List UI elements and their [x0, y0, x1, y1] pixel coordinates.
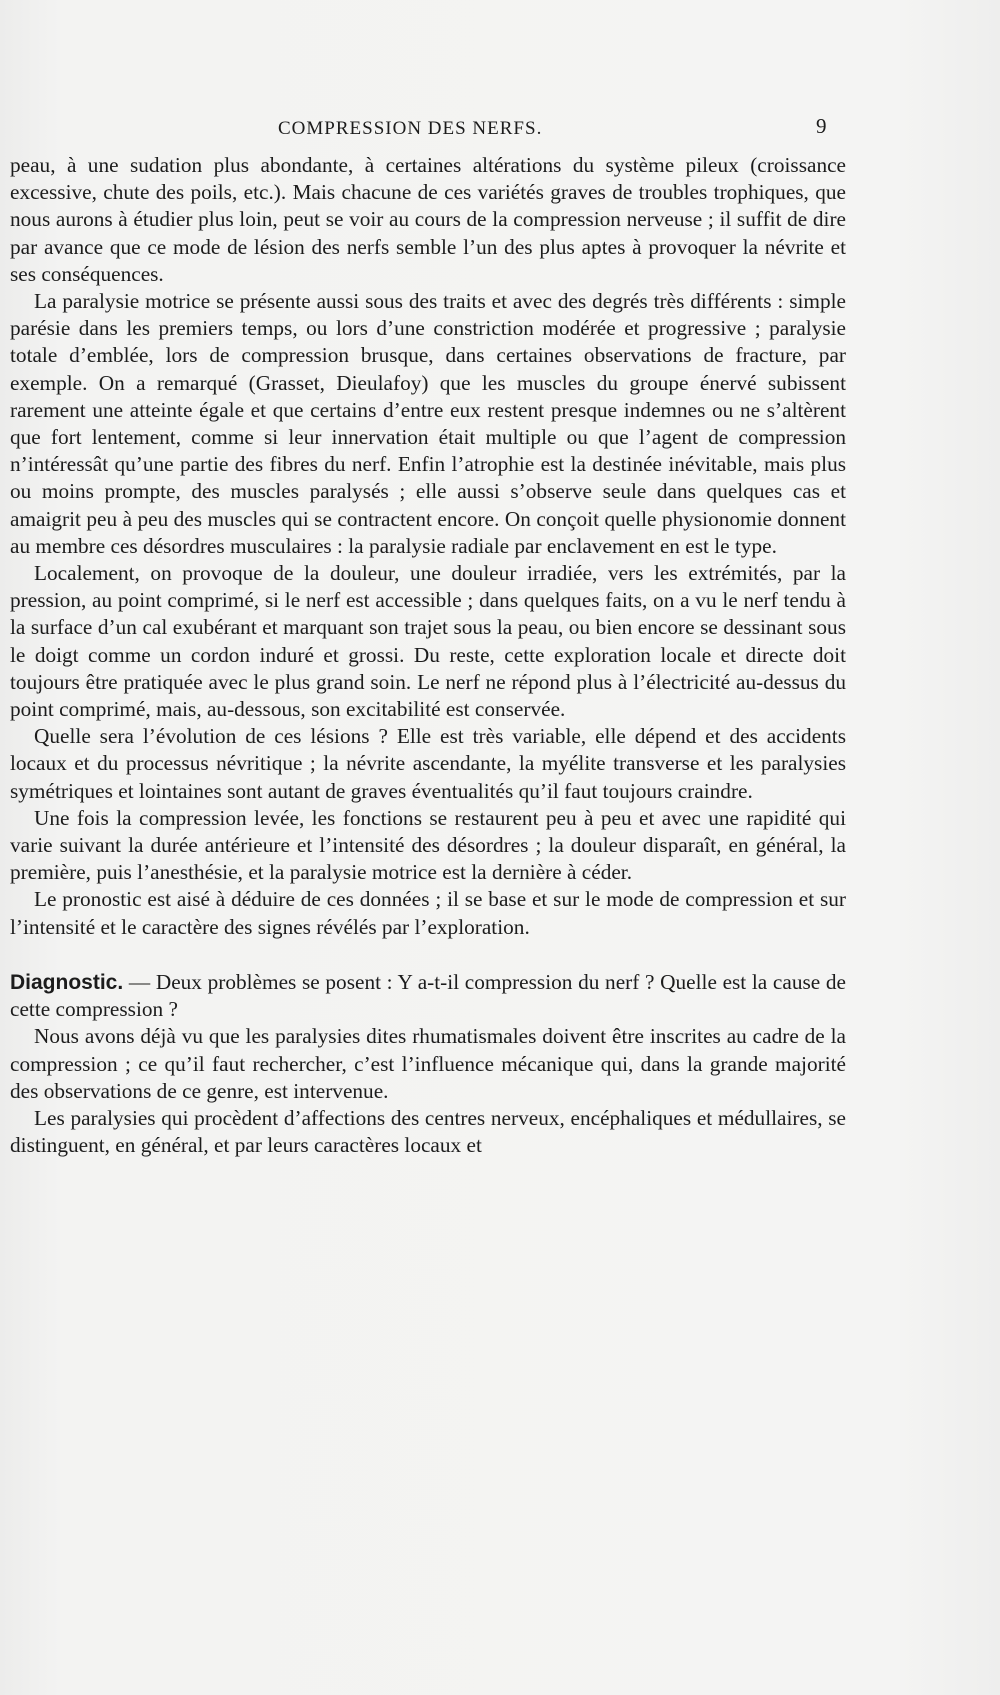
running-head — [0, 114, 1000, 146]
paragraph-central: Les paralysies qui procèdent d’affections des centres nerveux, encéphaliques et médullaires, se distinguent, en général, et par leurs caractères locaux et — [10, 1105, 846, 1158]
body-text — [10, 152, 846, 1159]
diagnostic-heading: Diagnostic. — [10, 970, 124, 994]
diagnostic-text: — Deux problèmes se posent : Y a-t-il compression du nerf ? Quelle est la cause de cette compression ? — [10, 969, 846, 1022]
running-title: COMPRESSION DES NERFS. — [278, 118, 543, 139]
paragraph-evolution: Quelle sera l’évolution de ces lésions ? Elle est très variable, elle dépend et des accidents locaux et du processus névritique ; la névrite ascendante, la myélite transverse et les paralysies symétriques et lointaines sont autant de graves éventualités qu’il faut toujours craindre. — [10, 724, 846, 803]
diagnostic-paragraph — [10, 969, 846, 1023]
paragraph-local-exam: Localement, on provoque de la douleur, une douleur irradiée, vers les extrémités, par la pression, au point comprimé, si le nerf est accessible ; dans quelques faits, on a vu le nerf tendu à la surface d’un cal exubérant et marquant son trajet sous la peau, ou bien encore se dessinant sous le doigt comme un cordon induré et grossi. Du reste, cette exploration locale et directe doit toujours être pratiquée avec le plus grand soin. Le nerf ne répond plus à l’électricité au-dessus du point comprimé, mais, au-dessous, son excitabilité est conservée. — [10, 561, 846, 722]
paragraph-recovery: Une fois la compression levée, les fonctions se restaurent peu à peu et avec une rapidité qui varie suivant la durée antérieure et l’intensité des désordres ; la douleur disparaît, en général, la première, puis l’anesthésie, et la paralysie motrice est la dernière à céder. — [10, 805, 846, 885]
page-number: 9 — [816, 114, 827, 138]
paragraph-rheumatic: Nous avons déjà vu que les paralysies dites rhumatismales doivent être inscrites au cadre de la compression ; ce qu’il faut rechercher, c’est l’influence mécanique qui, dans la grande majorité des observations de ce genre, est intervenue. — [10, 1024, 846, 1103]
paragraph-continued: peau, à une sudation plus abondante, à certaines altérations du système pileux (croissance excessive, chute des poils, etc.). Mais chacune de ces variétés graves de troubles trophiques, que nous aurons à étudier plus loin, peut se voir au cours de la compression nerveuse ; il suffit de dire par avance que ce mode de lésion des nerfs semble l’un des plus aptes à provoquer la névrite et ses conséquences. — [10, 153, 846, 286]
paragraph-motor-paralysis: La paralysie motrice se présente aussi sous des traits et avec des degrés très différents : simple parésie dans les premiers temps, ou lors d’une constriction modérée et progressive ; paralysie totale d’emblée, lors de compression brusque, dans certaines observations de fracture, par exemple. On a remarqué (Grasset, Dieulafoy) que les muscles du groupe énervé subissent rarement une atteinte égale et que certains d’entre eux restent presque indemnes ou ne s’altèrent que fort lentement, comme si leur innervation était multiple ou que l’agent de compression n’intéressât qu’une partie des fibres du nerf. Enfin l’atrophie est la destinée inévitable, mais plus ou moins prompte, des muscles paralysés ; elle aussi s’observe seule dans quelques cas et amaigrit peu à peu des muscles qui se contractent encore. On conçoit quelle physionomie donnent au membre ces désordres musculaires : la paralysie radiale par enclavement en est le type. — [10, 289, 846, 558]
paragraph-prognosis: Le pronostic est aisé à déduire de ces données ; il se base et sur le mode de compression et sur l’intensité et le caractère des signes révélés par l’exploration. — [10, 887, 846, 939]
